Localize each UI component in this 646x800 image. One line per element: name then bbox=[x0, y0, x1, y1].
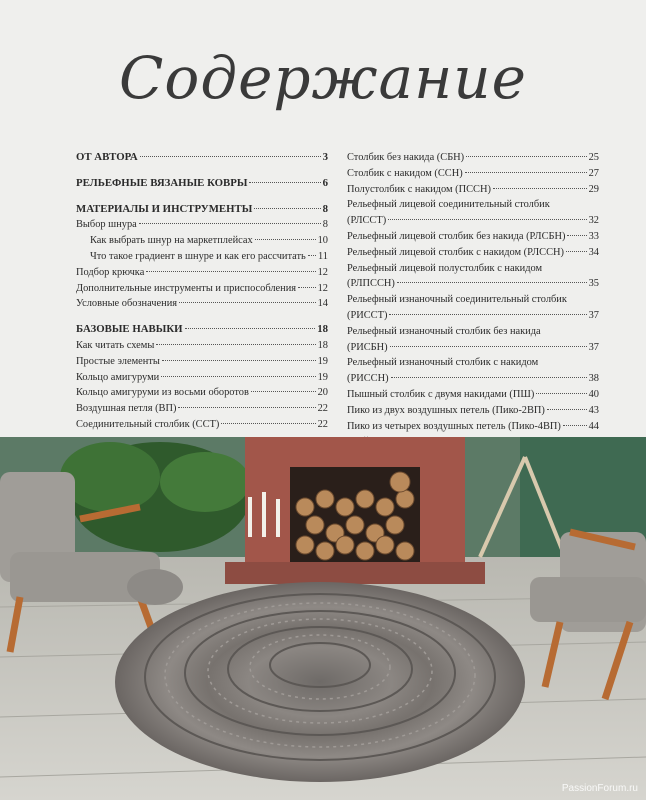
toc-entry bbox=[76, 296, 328, 312]
toc-entry-title: Пышный столбик с двумя накидами (ПШ) bbox=[347, 388, 535, 400]
toc-entry-title: Пико из четырех воздушных петель (Пико-4ВП) bbox=[347, 420, 561, 432]
toc-entry bbox=[347, 245, 599, 261]
toc-page-number: 19 bbox=[317, 371, 328, 383]
toc-page-number: 8 bbox=[322, 202, 328, 215]
toc-dot-leader bbox=[308, 255, 316, 256]
toc-page-number: 12 bbox=[317, 266, 328, 278]
toc-page-number: 37 bbox=[588, 309, 599, 321]
toc-page-number: 14 bbox=[317, 298, 328, 310]
toc-page-number: 35 bbox=[588, 278, 599, 290]
toc-entry bbox=[76, 281, 328, 297]
toc-entry bbox=[76, 202, 328, 218]
toc-entry bbox=[347, 150, 599, 166]
toc-entry-title: Столбик с накидом (ССН) bbox=[347, 167, 463, 179]
toc-entry-title: Как выбрать шнур на маркетплейсах bbox=[90, 235, 253, 247]
toc-entry-title: Выбор шнура bbox=[76, 219, 137, 231]
toc-entry bbox=[76, 354, 328, 370]
toc-entry bbox=[76, 401, 328, 417]
toc-entry bbox=[76, 249, 328, 265]
toc-page-number: 22 bbox=[317, 403, 328, 415]
toc-entry-title: БАЗОВЫЕ НАВЫКИ bbox=[76, 323, 183, 336]
toc-dot-leader bbox=[466, 156, 586, 157]
toc-dot-leader bbox=[298, 287, 316, 288]
toc-entry bbox=[347, 371, 599, 387]
toc-page-number: 3 bbox=[322, 151, 328, 163]
toc-dot-leader bbox=[146, 271, 315, 272]
toc-entry-title: Дополнительные инструменты и приспособления bbox=[76, 282, 297, 294]
toc-entry-title: (РИССН) bbox=[347, 373, 389, 385]
toc-page-number: 20 bbox=[317, 387, 328, 399]
toc-entry-title: МАТЕРИАЛЫ И ИНСТРУМЕНТЫ bbox=[76, 202, 253, 215]
toc-entry bbox=[347, 387, 599, 403]
toc-dot-leader bbox=[390, 346, 587, 347]
toc-page-number: 43 bbox=[588, 404, 599, 416]
toc-page-number: 38 bbox=[588, 373, 599, 385]
toc-entry-title: РЕЛЬЕФНЫЕ ВЯЗАНЫЕ КОВРЫ bbox=[76, 176, 248, 189]
toc-entry-title: Воздушная петля (ВП) bbox=[76, 403, 177, 415]
toc-entry-title: Условные обозначения bbox=[76, 298, 178, 310]
toc-entry-title-line: Рельефный изнаночный столбик с накидом bbox=[347, 357, 539, 369]
toc-page-number: 18 bbox=[317, 323, 328, 336]
toc-page-number: 22 bbox=[317, 418, 328, 430]
toc-entry-title: Соединительный столбик (ССТ) bbox=[76, 418, 220, 430]
toc-page-number: 29 bbox=[588, 183, 599, 195]
toc-dot-leader bbox=[249, 182, 320, 183]
toc-entry-title: (РИССТ) bbox=[347, 309, 388, 321]
toc-dot-leader bbox=[161, 376, 315, 377]
toc-entry bbox=[76, 385, 328, 401]
toc-entry bbox=[347, 419, 599, 435]
toc-spacer bbox=[76, 166, 328, 176]
toc-dot-leader bbox=[563, 425, 587, 426]
toc-page-number: 32 bbox=[588, 215, 599, 227]
toc-dot-leader bbox=[221, 423, 315, 424]
toc-entry bbox=[76, 322, 328, 338]
toc-page-number: 34 bbox=[588, 246, 599, 258]
toc-dot-leader bbox=[465, 172, 587, 173]
toc-entry bbox=[347, 166, 599, 182]
toc-entry bbox=[76, 265, 328, 281]
toc-entry-title-line: Рельефный лицевой полустолбик с накидом bbox=[347, 262, 543, 274]
toc-dot-leader bbox=[156, 344, 315, 345]
toc-page-number: 11 bbox=[317, 250, 328, 262]
toc-dot-leader bbox=[185, 328, 316, 329]
toc-entry bbox=[76, 338, 328, 354]
toc-spacer bbox=[76, 312, 328, 322]
toc-dot-leader bbox=[389, 314, 586, 315]
toc-entry-title-line: Рельефный изнаночный столбик без накида bbox=[347, 325, 541, 337]
toc-page-number: 44 bbox=[588, 420, 599, 432]
toc-dot-leader bbox=[139, 223, 321, 224]
toc-page-number: 33 bbox=[588, 230, 599, 242]
toc-entry-title: (РИСБН) bbox=[347, 341, 388, 353]
toc-page-number: 40 bbox=[588, 388, 599, 400]
toc-page-number: 18 bbox=[317, 339, 328, 351]
toc-dot-leader bbox=[178, 407, 315, 408]
toc-dot-leader bbox=[179, 302, 316, 303]
toc-entry bbox=[76, 150, 328, 166]
toc-entry-title: Рельефный лицевой столбик с накидом (РЛССН) bbox=[347, 246, 564, 258]
toc-right-column bbox=[347, 150, 599, 450]
toc-entry bbox=[347, 308, 599, 324]
toc-dot-leader bbox=[162, 360, 316, 361]
toc-entry bbox=[76, 176, 328, 192]
toc-spacer bbox=[76, 192, 328, 202]
toc-entry-title: Простые элементы bbox=[76, 355, 160, 367]
toc-dot-leader bbox=[391, 377, 587, 378]
toc-page-number: 12 bbox=[317, 282, 328, 294]
toc-page-number: 6 bbox=[322, 176, 328, 189]
toc-dot-leader bbox=[397, 282, 587, 283]
toc-dot-leader bbox=[566, 251, 587, 252]
toc-left-column bbox=[76, 150, 328, 433]
toc-entry bbox=[347, 213, 599, 229]
toc-entry bbox=[347, 403, 599, 419]
toc-entry-title: Кольцо амигуруми bbox=[76, 371, 160, 383]
toc-dot-leader bbox=[536, 393, 586, 394]
toc-page-number: 25 bbox=[588, 152, 599, 163]
toc-entry-title: Как читать схемы bbox=[76, 339, 155, 351]
toc-dot-leader bbox=[547, 409, 587, 410]
toc-dot-leader bbox=[140, 156, 321, 157]
toc-entry bbox=[347, 340, 599, 356]
toc-entry-title: (РЛССТ) bbox=[347, 215, 387, 227]
toc-entry-title: Полустолбик с накидом (ПССН) bbox=[347, 183, 491, 195]
toc-entry-title: Столбик без накида (СБН) bbox=[347, 152, 465, 163]
toc-page-number: 8 bbox=[322, 219, 328, 231]
watermark: PassionForum.ru bbox=[561, 783, 638, 794]
toc-entry bbox=[347, 276, 599, 292]
page-title: Содержание bbox=[119, 44, 527, 112]
photo-illustration bbox=[0, 437, 646, 800]
toc-entry-title: (РЛПССН) bbox=[347, 278, 395, 290]
toc-entry-title: Что такое градиент в шнуре и как его рассчитать bbox=[90, 250, 306, 262]
toc-dot-leader bbox=[493, 188, 587, 189]
toc-dot-leader bbox=[251, 391, 316, 392]
toc-entry-title: Рельефный лицевой столбик без накида (РЛСБН) bbox=[347, 230, 566, 242]
toc-entry-title-line: Рельефный изнаночный соединительный столбик bbox=[347, 294, 567, 306]
toc-dot-leader bbox=[254, 208, 320, 209]
toc-page-number: 27 bbox=[588, 167, 599, 179]
toc-entry bbox=[76, 417, 328, 433]
toc-dot-leader bbox=[567, 235, 586, 236]
toc-entry-title: Пико из двух воздушных петель (Пико-2ВП) bbox=[347, 404, 545, 416]
living-room-photo bbox=[0, 437, 646, 800]
toc-dot-leader bbox=[388, 219, 586, 220]
toc-page-number: 19 bbox=[317, 355, 328, 367]
toc-entry-title: Кольцо амигуруми из восьми оборотов bbox=[76, 387, 249, 399]
toc-entry bbox=[347, 229, 599, 245]
toc-entry bbox=[347, 182, 599, 198]
toc-entry-title: Подбор крючка bbox=[76, 266, 145, 278]
toc-page-number: 10 bbox=[317, 235, 328, 247]
toc-entry bbox=[76, 370, 328, 386]
toc-entry-title-line: Рельефный лицевой соединительный столбик bbox=[347, 199, 550, 211]
toc-entry bbox=[76, 217, 328, 233]
toc-entry-title: ОТ АВТОРА bbox=[76, 151, 138, 163]
toc-dot-leader bbox=[255, 239, 316, 240]
toc-entry bbox=[76, 233, 328, 249]
toc-page-number: 37 bbox=[588, 341, 599, 353]
